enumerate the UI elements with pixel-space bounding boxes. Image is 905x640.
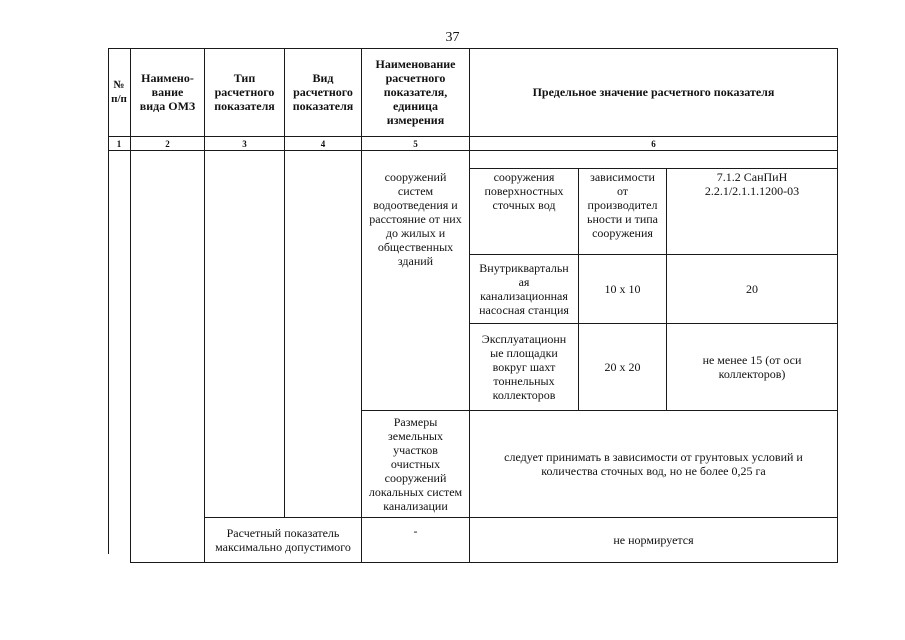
page-number: 37 — [445, 30, 460, 45]
size-cell: 20 х 20 — [604, 360, 641, 374]
land-plot-value-cell: следует принимать в зависимости от грунтовых условий и количества сточных вод, но не более 0,25 га — [504, 450, 803, 478]
header-indicator-kind: Вид расчетного показателя — [292, 71, 354, 113]
header-limit-value: Предельное значение расчетного показателя — [532, 85, 775, 99]
column-number: 1 — [116, 138, 122, 149]
numbers-divider — [108, 150, 838, 151]
size-cell: 10 х 10 — [604, 282, 641, 296]
header-omz-type: Наимено- вание вида ОМЗ — [139, 71, 196, 113]
column-number: 6 — [651, 138, 656, 149]
size-cell: зависимости от производител ьности и типа сооружения — [586, 170, 659, 240]
land-plot-name-cell: Размеры земельных участков очистных сооружений локальных систем канализации — [368, 415, 463, 513]
header-indicator-type: Тип расчетного показателя — [214, 71, 275, 113]
column-number: 4 — [320, 138, 326, 149]
facility-cell: сооружения поверхностных сточных вод — [484, 170, 564, 212]
distance-cell: 20 — [746, 282, 758, 296]
distance-cell: не менее 15 (от оси коллекторов) — [702, 353, 802, 381]
header-number: № п/п — [111, 79, 127, 105]
header-indicator-name: Наименование расчетного показателя, единица измерения — [375, 57, 456, 127]
indicator-name-cell: - — [413, 524, 418, 538]
distance-cell: 7.1.2 СанПиН 2.2.1/2.1.1.1200-03 — [704, 170, 800, 198]
column-number: 2 — [165, 138, 170, 149]
limit-value-cell: не нормируется — [613, 533, 694, 547]
indicator-name-cell: сооружений систем водоотведения и расстояние от них до жилых и общественных зданий — [369, 170, 462, 268]
table-border-right — [837, 48, 838, 562]
indicator-type-cell: Расчетный показатель максимально допустимого — [215, 526, 351, 554]
table-border-bottom — [130, 562, 838, 563]
row-divider — [469, 168, 838, 169]
facility-cell: Внутриквартальн ая канализационная насосная станция — [479, 261, 569, 317]
column-number: 3 — [242, 138, 247, 149]
column-number: 5 — [413, 138, 418, 149]
facility-cell: Эксплуатационн ые площадки вокруг шахт тоннельных коллекторов — [481, 332, 567, 402]
